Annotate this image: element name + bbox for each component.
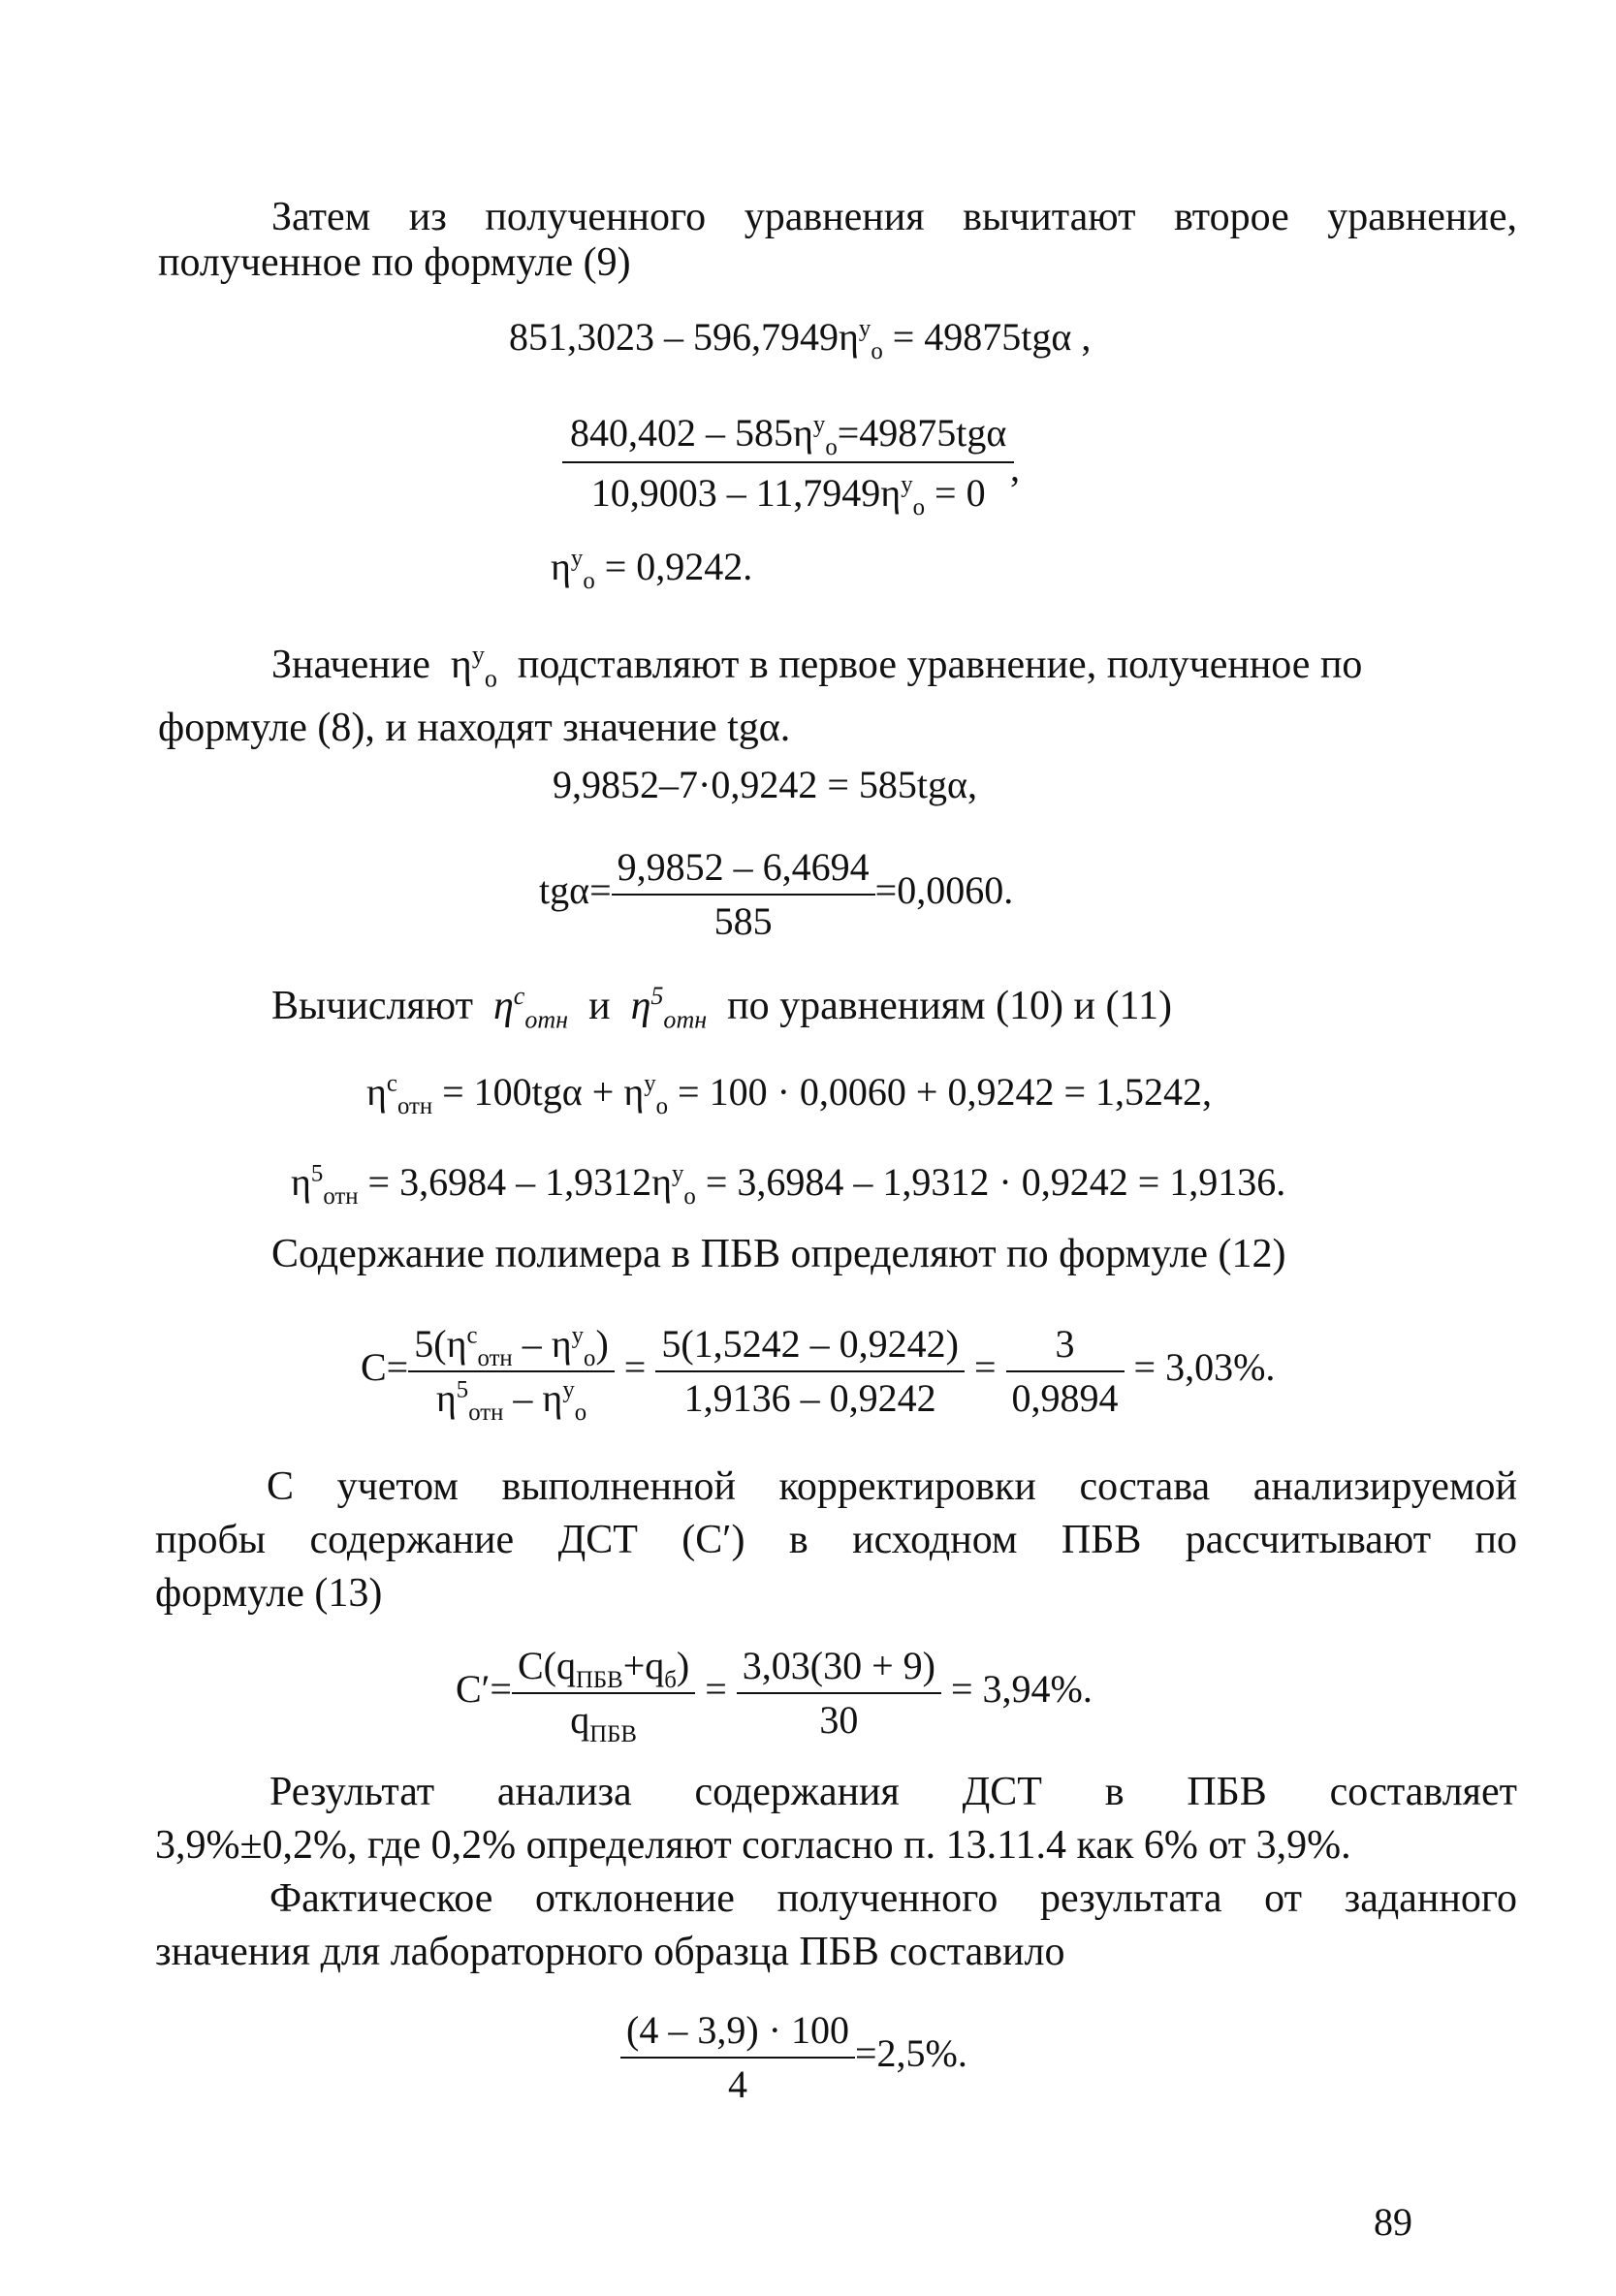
equation-8: C= $\frac{5(\eta^с_{отн} - \eta^у_о)}{\eta^5_{отн} - \eta^у_о}$ = $\frac{5(1,5242 - 0,9242)}{1,9136 - 0,9242}$ = $\frac{3}{0,9894}$ = 3,03%. — [361, 1322, 1276, 1426]
paragraph-2-line-2: формуле (8), и находят значение tgα. — [158, 706, 791, 750]
paragraph-5-line-2: пробы содержание ДСТ (С′) в исходном ПБВ рассчитывают по — [155, 1518, 1517, 1562]
paragraph-3: Вычисляют $\eta^с_{отн}$ и $\eta^5_{отн}$ по уравнениям (10) и (11) — [271, 982, 1172, 1034]
equation-2-result: $10,9003 - 11,7949\eta^у_о = 0$ — [590, 471, 986, 520]
equation-10: $\frac{(4 - 3,9) \cdot 100}{4}$ =2,5%. — [620, 2006, 967, 2109]
equation-2-minuend: $840,402 - 585\eta^у_о=49875tg\alpha$ — [562, 409, 1014, 463]
page-number: 89 — [1374, 2200, 1412, 2244]
equation-8-fraction-1: $\frac{5(\eta^с_{отн} - \eta^у_о)}{\eta^5_{отн} - \eta^у_о}$ — [408, 1320, 615, 1423]
equation-4: 9,9852–7·0,9242 = 585tgα, — [553, 763, 977, 806]
equation-6: $\eta^с_{отн} = 100tg\alpha + \eta^у_о = 100 \cdot 0,0060 + 0,9242 = 1,5242$, — [366, 1070, 1213, 1119]
equation-5-fraction: $\frac{9,9852 - 6,4694}{585}$ — [612, 843, 875, 946]
paragraph-7-line-1: Фактическое отклонение полученного результата от заданного — [269, 1876, 1517, 1921]
equation-7: $\eta^5_{отн} = 3,6984 - 1,9312\eta^у_о = 3,6984 - 1,9312 \cdot 0,9242 = 1,9136$. — [291, 1160, 1286, 1210]
equation-5: tgα= $\frac{9,9852 - 6,4694}{585}$ =0,0060. — [539, 843, 1013, 946]
equation-2-subtraction — [562, 409, 1014, 518]
eta-c-otn-symbol: $\eta^с_{отн}$ — [492, 982, 569, 1034]
equation-3: $\eta^у_о = 0,9242$. — [551, 545, 753, 594]
equation-9: C′= $\frac{C(q_{ПБВ}+q_б)}{q_{ПБВ}}$ = $\frac{3,03(30 + 9)}{30}$ = 3,94%. — [456, 1644, 1093, 1747]
eta-5-otn-symbol: $\eta^5_{отн}$ — [630, 982, 708, 1034]
paragraph-5-line-3: формуле (13) — [155, 1571, 383, 1616]
equation-2-comma: , — [1010, 446, 1020, 489]
paragraph-1-line-2: полученное по формуле (9) — [158, 240, 631, 285]
equation-9-fraction-1: $\frac{C(q_{ПБВ}+q_б)}{q_{ПБВ}}$ — [512, 1642, 695, 1745]
equation-9-fraction-2: $\frac{3,03(30 + 9)}{30}$ — [737, 1642, 941, 1745]
equation-1: $851,3023 - 596,7949\eta^у_о = 49875tg\alpha$ , — [509, 315, 1092, 364]
equation-8-fraction-3: $\frac{3}{0,9894}$ — [1006, 1320, 1125, 1423]
paragraph-6-line-2: 3,9%±0,2%, где 0,2% определяют согласно п. 13.11.4 как 6% от 3,9%. — [155, 1823, 1351, 1868]
paragraph-1-line-1: Затем из полученного уравнения вычитают второе уравнение, — [271, 195, 1517, 239]
paragraph-4: Содержание полимера в ПБВ определяют по формуле (12) — [271, 1232, 1286, 1276]
paragraph-2-line-1: Значение $\eta^у_о$ подставляют в первое уравнение, полученное по — [271, 641, 1363, 693]
paragraph-6-line-1: Результат анализа содержания ДСТ в ПБВ составляет — [269, 1770, 1517, 1814]
equation-10-fraction: $\frac{(4 - 3,9) \cdot 100}{4}$ — [620, 2006, 855, 2109]
equation-8-fraction-2: $\frac{5(1,5242 - 0,9242)}{1,9136 - 0,9242}$ — [655, 1320, 965, 1423]
paragraph-5-line-1: С учетом выполненной корректировки состава анализируемой — [267, 1464, 1517, 1509]
paragraph-7-line-2: значения для лабораторного образца ПБВ составило — [155, 1930, 1065, 1974]
eta-symbol: $\eta^у_о$ — [450, 641, 497, 693]
